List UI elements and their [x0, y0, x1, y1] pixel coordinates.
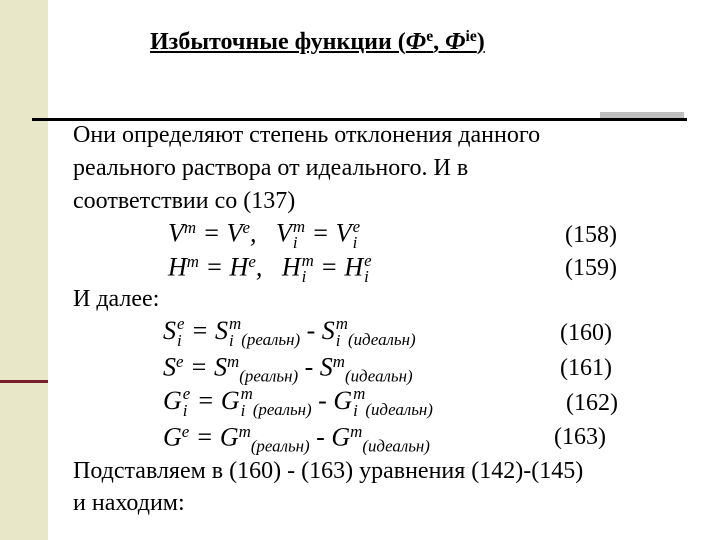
and-further-text: И далее: [73, 286, 160, 312]
title-phi-ie: Ф [445, 28, 466, 55]
equation-158: $V^m = V^e$, V m i = V e i [168, 216, 361, 253]
title-phi-ie-sup: ie [465, 28, 477, 45]
equation-number-163: (163) [554, 424, 606, 450]
title-phi-e: Ф [405, 28, 427, 55]
equation-161: $S^e = S^m_{(реальн)} - S^m_{(идеальн)}$ [163, 352, 413, 386]
title-text: Избыточные функции ( [150, 28, 406, 55]
equation-162: G e i = G m i $_{(реальн)}$ - G m i $_{(идеальн)}$ [163, 384, 433, 421]
paragraph-line-2: реального раствора от идеального. И в [73, 155, 469, 181]
equation-163: $G^e = G^m_{(реальн)} - G^m_{(идеальн)}$ [163, 422, 430, 456]
title-suffix: ) [476, 28, 485, 55]
equation-number-160: (160) [560, 320, 612, 346]
substitution-line-1: Подставляем в (160) - (163) уравнения (142)-(145) [73, 458, 584, 484]
equation-number-158: (158) [565, 222, 617, 248]
paragraph-line-1: Они определяют степень отклонения данного [73, 122, 541, 148]
sidebar-panel [0, 0, 48, 540]
slide-title [150, 28, 485, 56]
equation-number-162: (162) [566, 390, 618, 416]
equation-number-159: (159) [565, 255, 617, 281]
sidebar-accent-bar [0, 380, 48, 383]
title-divider [32, 118, 687, 121]
equation-number-161: (161) [560, 355, 612, 381]
title-phi-e-sup: e [426, 28, 434, 45]
paragraph-line-3: соответствии со (137) [73, 188, 296, 214]
substitution-line-2: и находим: [73, 490, 185, 516]
equation-159: $H^m = H^e$, H m i = H e i [168, 250, 372, 287]
title-comma: , [433, 28, 446, 55]
equation-160: S e i = S m i $_{(реальн)}$ - S m i $_{(идеальн)}$ [163, 314, 416, 351]
